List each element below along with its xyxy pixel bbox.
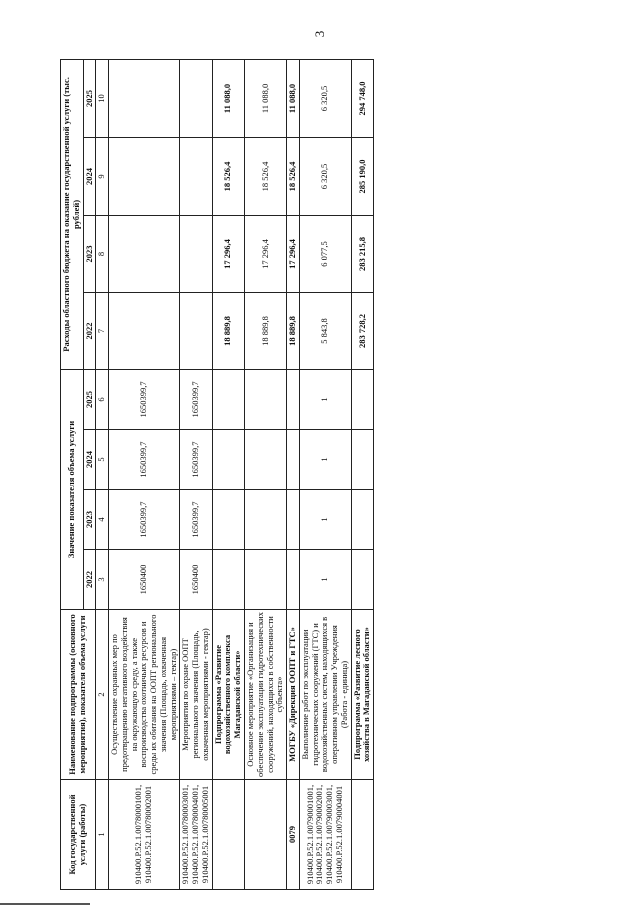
expense-cell: 283 728,2 [351, 292, 374, 369]
row-code [212, 780, 244, 890]
expense-cell: 18 889,8 [287, 292, 300, 369]
volume-cell [212, 550, 244, 610]
table-row [109, 59, 180, 889]
year-header: 2023 [83, 215, 96, 292]
volume-cell: 1 [299, 490, 351, 550]
header-name: Наименование подпрограммы (основного мероприятия), показателя объема услуги [61, 610, 96, 780]
year-header: 2025 [83, 59, 96, 137]
expense-cell: 294 748,0 [351, 59, 374, 137]
volume-cell: 1650400 [180, 550, 212, 610]
column-number: 3 [96, 550, 109, 610]
column-number: 10 [96, 59, 109, 137]
volume-cell [351, 550, 374, 610]
column-number: 8 [96, 215, 109, 292]
expense-cell: 285 190,0 [351, 137, 374, 215]
volume-cell [287, 430, 300, 490]
year-header: 2023 [83, 490, 96, 550]
volume-cell [245, 490, 287, 550]
table-row [180, 59, 212, 889]
year-header: 2022 [83, 292, 96, 369]
expense-cell [109, 292, 180, 369]
expense-cell: 18 889,8 [212, 292, 244, 369]
row-name: МОГБУ «Дирекция ООПТ и ГТС» [287, 610, 300, 780]
expense-cell: 18 889,8 [245, 292, 287, 369]
volume-cell: 1650399,7 [109, 430, 180, 490]
volume-cell: 1650399,7 [180, 369, 212, 429]
year-header: 2024 [83, 137, 96, 215]
volume-cell [287, 550, 300, 610]
expense-cell [180, 215, 212, 292]
expense-cell: 18 526,4 [245, 137, 287, 215]
row-name: Подпрограмма «Развитие водохозяйственного комплекса Магаданской области» [212, 610, 244, 780]
row-name: Выполнение работ по эксплуатации гидротехнических сооружений (ГТС) и водохозяйственных систем, находящихся в оперативном управлении Учреждения (Работа - единица) [299, 610, 351, 780]
rotated-document [60, 60, 580, 890]
volume-cell: 1650400 [109, 550, 180, 610]
row-name: Основное мероприятие «Организация и обеспечение эксплуатации гидротехнических сооружений, находящихся в собственности субъекта» [245, 610, 287, 780]
page-number: 3 [312, 30, 327, 38]
budget-table [60, 59, 374, 890]
volume-cell [245, 550, 287, 610]
expense-cell: 17 296,4 [212, 215, 244, 292]
volume-cell [245, 369, 287, 429]
row-name: Подпрограмма «Развитие лесного хозяйства в Магаданской области» [351, 610, 374, 780]
volume-cell [245, 430, 287, 490]
volume-cell: 1 [299, 430, 351, 490]
table-row [245, 59, 287, 889]
row-code: 910400.Р.52.1.00780003001, 910400.Р.52.1.00780004001, 910400.Р.52.1.00780005001 [180, 780, 212, 890]
expense-cell: 11 088,0 [212, 59, 244, 137]
expense-cell: 17 296,4 [245, 215, 287, 292]
expense-cell: 11 088,0 [245, 59, 287, 137]
volume-cell: 1 [299, 550, 351, 610]
expense-cell [109, 59, 180, 137]
expense-cell: 18 526,4 [212, 137, 244, 215]
expense-cell [180, 137, 212, 215]
volume-cell [351, 430, 374, 490]
expense-cell: 283 215,8 [351, 215, 374, 292]
column-number: 5 [96, 430, 109, 490]
year-header: 2022 [83, 550, 96, 610]
expense-cell [180, 292, 212, 369]
expense-cell [180, 59, 212, 137]
expense-cell: 6 077,5 [299, 215, 351, 292]
row-code: 0079 [287, 780, 300, 890]
expense-cell: 18 526,4 [287, 137, 300, 215]
row-name: Осуществление охранных мер по предотвращению негативного воздействия на окружающую среду, а также воспроизводства охотничьих ресурсов и среды их обитания на ООПТ регионального значения (Площадь, охваченная мероприятиями – гектар) [109, 610, 180, 780]
table-row [299, 59, 351, 889]
expense-cell: 5 843,8 [299, 292, 351, 369]
volume-cell [212, 490, 244, 550]
expense-cell: 6 320,5 [299, 137, 351, 215]
volume-cell [351, 369, 374, 429]
row-code: 910400.Р.52.1.00780001001, 910400.Р.52.1.00780002001 [109, 780, 180, 890]
column-number: 4 [96, 490, 109, 550]
column-number: 9 [96, 137, 109, 215]
volume-cell: 1650399,7 [109, 369, 180, 429]
row-name: Мероприятия по охране ООПТ регионального значения (Площадь, охваченная мероприятиями - гектар) [180, 610, 212, 780]
column-number: 7 [96, 292, 109, 369]
year-header: 2024 [83, 430, 96, 490]
table-row [351, 59, 374, 889]
volume-cell [287, 369, 300, 429]
header-expense: Расходы областного бюджета на оказание государственной услуги (тыс. рублей) [61, 59, 84, 369]
year-header: 2025 [83, 369, 96, 429]
volume-cell [212, 430, 244, 490]
column-number: 6 [96, 369, 109, 429]
expense-cell: 11 088,0 [287, 59, 300, 137]
expense-cell: 17 296,4 [287, 215, 300, 292]
expense-cell [109, 137, 180, 215]
column-number: 2 [96, 610, 109, 780]
volume-cell: 1650399,7 [180, 490, 212, 550]
row-code: 910400.Р.52.1.00790001001, 910400.Р.52.1.00790002001, 910400.Р.52.1.00790003001, 910400.Р.52.1.00790004001 [299, 780, 351, 890]
volume-cell [287, 490, 300, 550]
header-code: Код государственной услуги (работы) [61, 780, 96, 890]
row-code [245, 780, 287, 890]
row-code [351, 780, 374, 890]
volume-cell: 1 [299, 369, 351, 429]
volume-cell [351, 490, 374, 550]
expense-cell [109, 215, 180, 292]
table-row [212, 59, 244, 889]
volume-cell [212, 369, 244, 429]
volume-cell: 1650399,7 [109, 490, 180, 550]
header-volume: Значение показателя объема услуги [61, 369, 84, 609]
volume-cell: 1650399,7 [180, 430, 212, 490]
column-number: 1 [96, 780, 109, 890]
table-row [287, 59, 300, 889]
expense-cell: 6 320,5 [299, 59, 351, 137]
